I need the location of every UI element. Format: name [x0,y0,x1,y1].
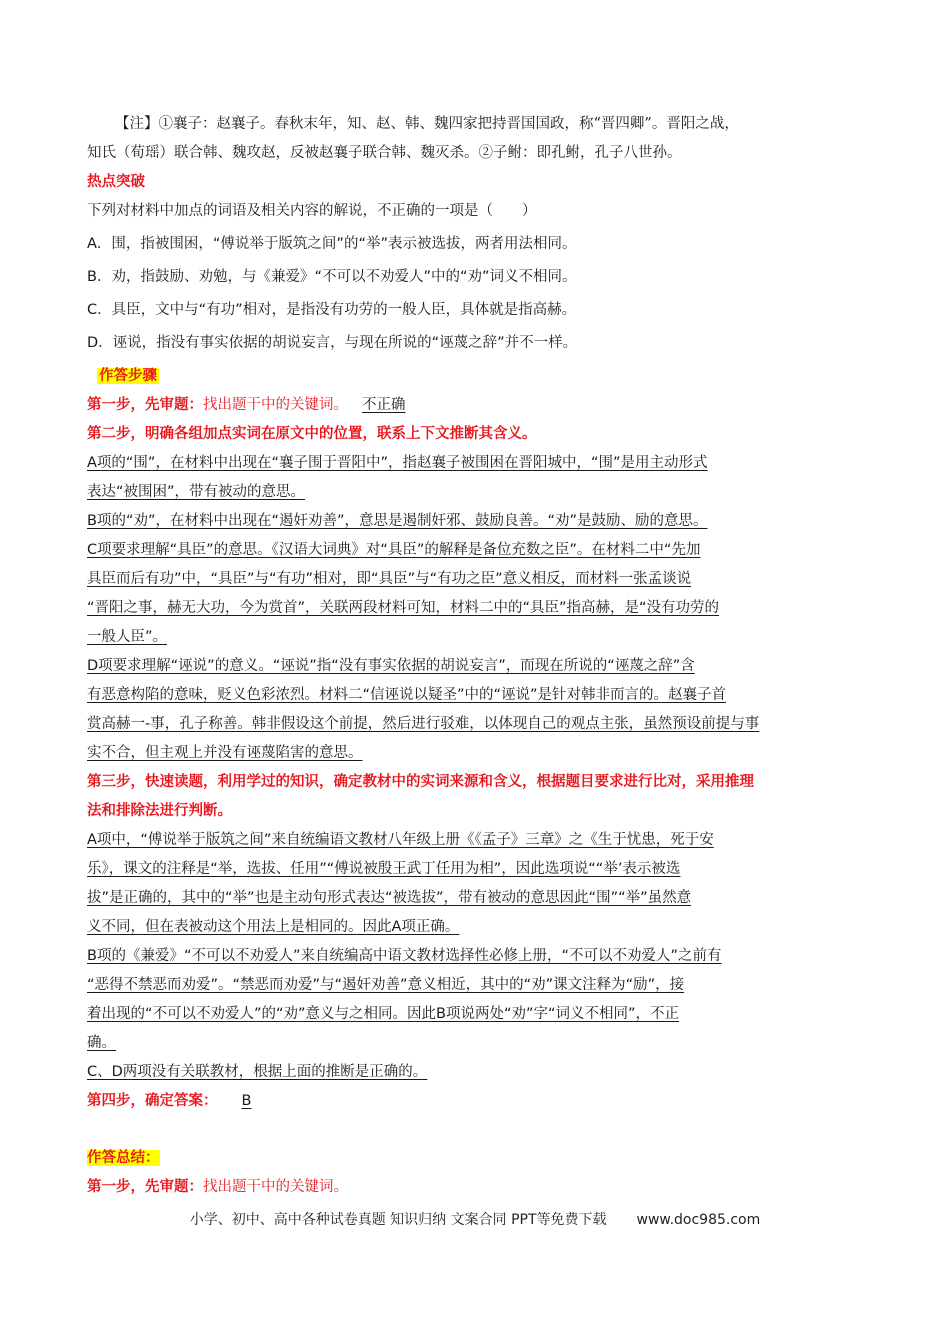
step4 [87,1087,865,1116]
step4-label: 第四步，确定答案： [87,1093,218,1109]
analysis3-b-line: B项的《兼爱》“不可以不劝爱人”来自统编高中语文教材选择性必修上册，“不可以不劝爱人”之前有 [87,948,722,964]
steps-title: 作答步骤 [99,368,157,384]
note-line-2: 知氏（荀瑶）联合韩、魏攻赵，反被赵襄子联合韩、魏灭杀。②子鲋：即孔鲋，孔子八世孙。 [87,145,682,161]
option-c: C．具臣，文中与“有功”相对，是指没有功劳的一般人臣，具体就是指高赫。 [87,302,577,318]
analysis-c [87,536,865,652]
analysis3-b-line: 着出现的“不可以不劝爱人”的“劝”意义与之相同。因此B项说两处“劝”字“词义不相同”，不正 [87,1006,680,1022]
analysis-b [87,507,865,536]
summary-step1-text: 找出题干中的关键词。 [203,1179,348,1195]
step1-keyword: 不正确 [362,397,406,413]
analysis3-b-line: 确。 [87,1035,116,1051]
analysis-c-line: 一般人臣”。 [87,629,168,645]
step4-answer: B [241,1093,252,1109]
analysis-c-line: “晋阳之事，赫无大功，今为赏首”，关联两段材料可知，材料二中的“具臣”指高赫，是“没有功劳的 [87,600,720,616]
analysis3-b [87,942,865,1058]
analysis3-a-line: 义不同，但在表被动这个用法上是相同的。因此A项正确。 [87,919,460,935]
step2-label: 第二步，明确各组加点实词在原文中的位置，联系上下文推断其含义。 [87,426,537,442]
analysis-d-line: 赏高赫一-事，孔子称善。韩非假设这个前提，然后进行驳难，以体现自己的观点主张，虽然预设前提与事 [87,716,760,732]
step3-line: 第三步，快速读题，利用学过的知识，确定教材中的实词来源和含义，根据题目要求进行比对，采用推理 [87,774,754,790]
analysis-a-line: A项的“围”，在材料中出现在“襄子围于晋阳中”，指赵襄子被围困在晋阳城中，“围”是用主动形式 [87,455,708,471]
analysis-d-line: 实不合，但主观上并没有诬蔑陷害的意思。 [87,745,363,761]
step1-text: 找出题干中的关键词。 [203,397,348,413]
analysis3-cd [87,1058,865,1087]
summary-step1-label: 第一步，先审题： [87,1179,203,1195]
spacer [87,1116,865,1144]
step3 [87,768,865,826]
steps-heading-row [87,362,865,391]
option-b: B．劝，指鼓励、劝勉，与《兼爱》“不可以不劝爱人”中的“劝”词义不相同。 [87,269,577,285]
analysis3-a-line: 拔”是正确的，其中的“举”也是主动句形式表达“被选拔”，带有被动的意思因此“围”“举”虽然意 [87,890,692,906]
hotspot-title: 热点突破 [87,174,145,190]
analysis-c-line: C项要求理解“具臣”的意思。《汉语大词典》对“具臣”的解释是备位充数之臣”。在材料二中“先加 [87,542,701,558]
analysis-b-line: B项的“劝”，在材料中出现在“遏奸劝善”，意思是遏制奸邪、鼓励良善。“劝”是鼓励、励的意思。 [87,513,708,529]
analysis-a-line: 表达“被围困”，带有被动的意思。 [87,484,306,500]
option-a: A．围，指被围困，“傅说举于版筑之间”的“举”表示被选拔，两者用法相同。 [87,236,577,252]
analysis-c-line: 具臣而后有功”中，“具臣”与“有功”相对，即“具臣”与“有功之臣”意义相反，而材料一张孟谈说 [87,571,692,587]
document-body [87,110,865,1202]
step1 [87,391,865,420]
analysis3-cd-line: C、D两项没有关联教材，根据上面的推断是正确的。 [87,1064,428,1080]
summary-heading-row [87,1144,865,1173]
summary-step1 [87,1173,865,1202]
summary-title: 作答总结： [87,1150,160,1166]
step1-label: 第一步，先审题： [87,397,203,413]
footer-promo-text: 小学、初中、高中各种试卷真题 知识归纳 文案合同 PPT等免费下载 [189,1212,607,1228]
footer-website: www.doc985.com [636,1212,761,1228]
analysis-a [87,449,865,507]
analysis-d [87,652,865,768]
step3-line: 法和排除法进行判断。 [87,803,232,819]
analysis3-a [87,826,865,942]
analysis3-b-line: “恶得不禁恶而劝爱”。“禁恶而劝爱”与“遏奸劝善”意义相近，其中的“劝”课文注释为“励”，接 [87,977,685,993]
note-line-1: 【注】①襄子：赵襄子。春秋末年，知、赵、韩、魏四家把持晋国国政，称“晋四卿”。晋阳之战， [115,116,739,132]
analysis3-a-line: A项中，“傅说举于版筑之间”来自统编语文教材八年级上册《《孟子》三章》之《生于忧患，死于安 [87,832,714,848]
analysis-d-line: D项要求理解“诬说”的意义。“诬说”指“没有事实依据的胡说妄言”，而现在所说的“诬蔑之辞”含 [87,658,695,674]
option-d: D．诬说，指没有事实依据的胡说妄言，与现在所说的“诬蔑之辞”并不一样。 [87,335,578,351]
analysis3-a-line: 乐》，课文的注释是“举，选拔、任用”“傅说被殷王武丁任用为相”，因此选项说““举’表示被选 [87,861,681,877]
question-stem: 下列对材料中加点的词语及相关内容的解说，不正确的一项是（ ） [87,203,537,219]
page-footer [0,1209,950,1229]
analysis-d-line: 有恶意构陷的意味，贬义色彩浓烈。材料二“信诬说以疑圣”中的“诬说”是针对韩非而言的。赵襄子首 [87,687,727,703]
